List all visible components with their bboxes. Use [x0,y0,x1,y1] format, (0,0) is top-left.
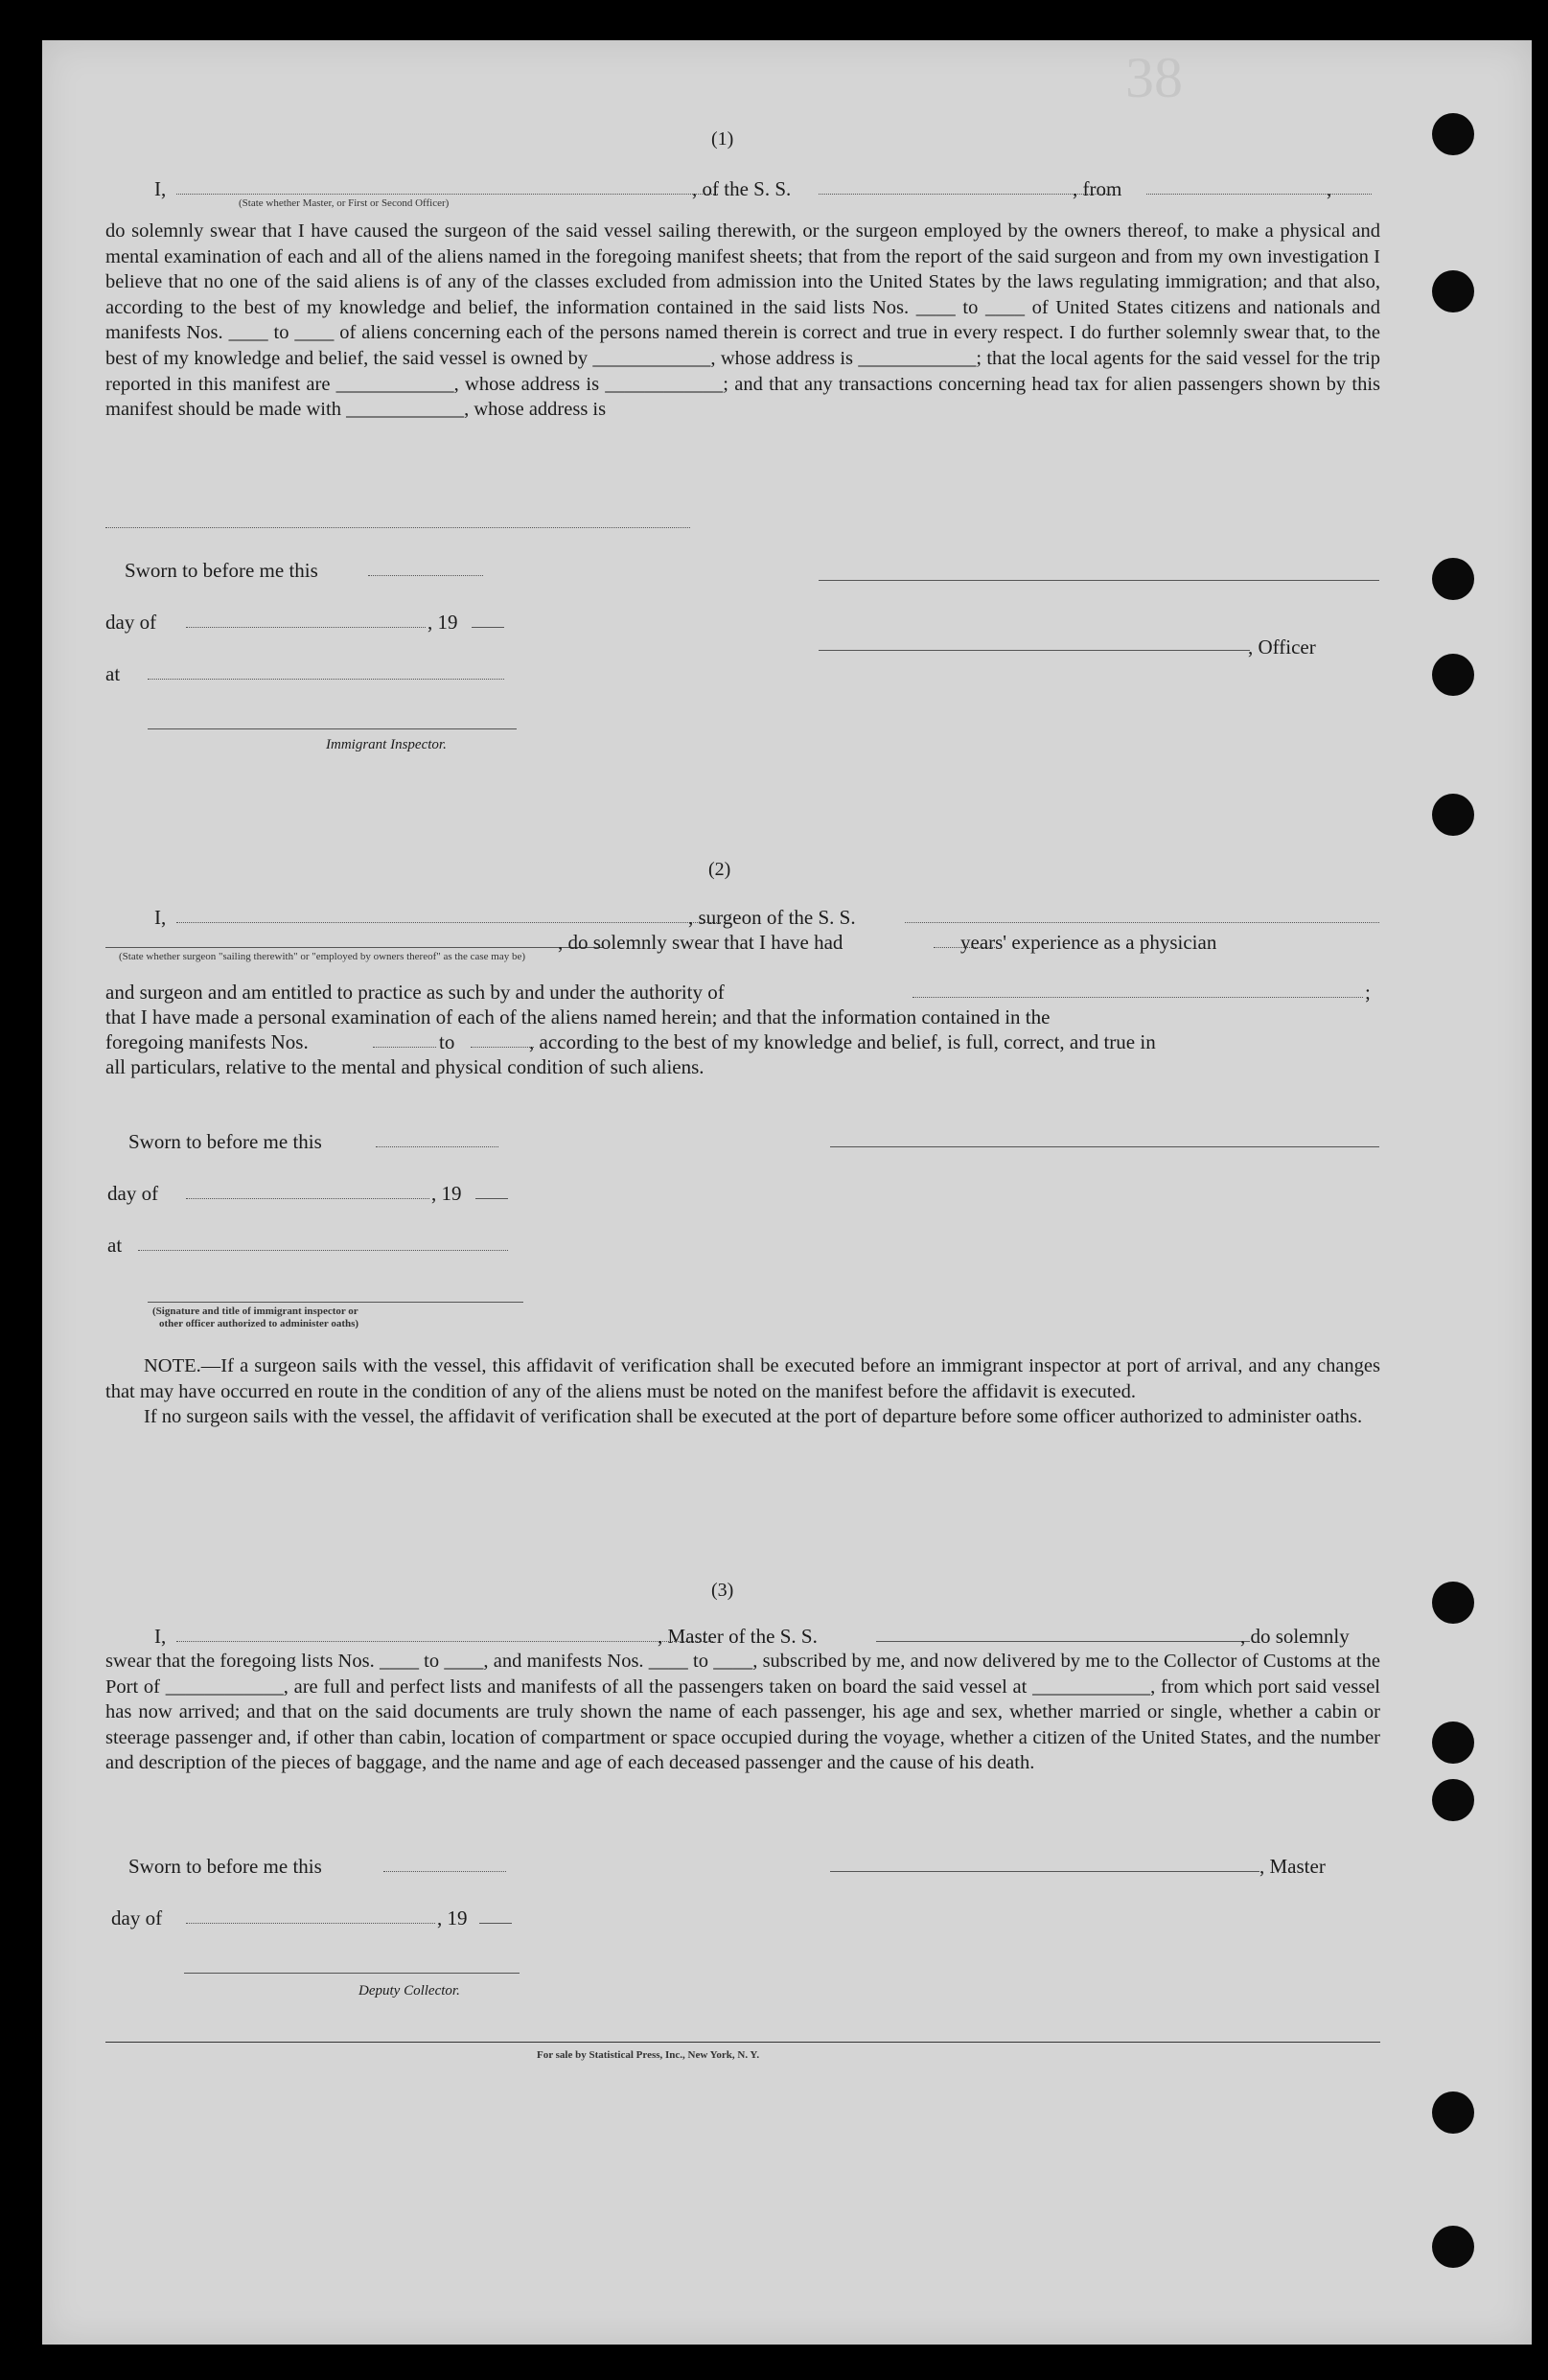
section-3-i: I, [154,1625,167,1648]
section-3-day-of: day of [111,1906,163,1929]
section-1-year-field[interactable] [472,627,504,628]
corner-mark: 38 [1125,46,1183,109]
section-2-line-c2: to [439,1030,455,1053]
surgeon-type-note: (State whether surgeon "sailing therewith" or "employed by owners thereof" as the case may be) [119,951,526,962]
immigrant-inspector-label: Immigrant Inspector. [326,737,447,752]
section-3-text: swear that the foregoing lists Nos. ____ to ____, and manifests Nos. ____ to ____, subscribed by me, and now delivered by me to the Collector of Customs at the Port of ____________, are full and perfect lists and manifests of all the passengers taken on board the said vessel at ____________, from which port said vessel has now arrived; and that on the said documents are truly shown the name of each passenger, his age and sex, whether married or single, whether a cabin or steerage passenger and, if other than cabin, location of compartment or space occupied during the voyage, whether a citizen of the United States, and the number and description of the pieces of baggage, and the name and age of each deceased passenger and the cause of his death. [105,1651,1380,1774]
section-2-swear: , do solemnly swear that I have had [558,931,843,954]
section-1-at-field[interactable] [148,679,504,680]
section-2-line-a: and surgeon and am entitled to practice as such by and under the authority of [105,981,725,1004]
section-3-day-field[interactable] [186,1923,435,1924]
section-1-day-field[interactable] [186,627,426,628]
section-2-semicolon: ; [1365,981,1371,1004]
section-2-experience: years' experience as a physician [960,931,1217,954]
section-2-line-b: that I have made a personal examination of each of the aliens named herein; and that the information contained in the [105,1005,1051,1028]
from-port-field[interactable] [1146,194,1372,195]
vessel-name-field[interactable] [819,194,1111,195]
manifest-from-field[interactable] [373,1047,436,1048]
section-1-officer-label: , Officer [1248,635,1316,659]
binder-hole [1432,1582,1474,1624]
section-2-year: , 19 [431,1182,462,1205]
section-1-text: do solemnly swear that I have caused the surgeon of the said vessel sailing therewith, or the surgeon employed by the owners thereof, to make a physical and mental examination of each and all of the aliens named in the foregoing manifest sheets; that from the report of the said surgeon and from my own investigation I believe that no one of the said aliens is of any of the classes excluded from admission into the United States by the laws regulating immigration; and that also, according to the best of my knowledge and belief, the information contained in the said lists Nos. ____ to ____ of United States citizens and nationals and manifests Nos. ____ to ____ of aliens concerning each of the persons named therein is correct and true in every respect. I do further solemnly swear that, to the best of my knowledge and belief, the said vessel is owned by ____________, whose address is ____________; that the local agents for the said vessel for the trip reported in this manifest are ____________, whose address is ____________; and that any transactions concerning head tax for alien passengers shown by this manifest should be made with ____________, whose address is [105,220,1380,421]
section-1-year: , 19 [427,611,458,634]
binder-hole [1432,113,1474,155]
section-2-vessel-field[interactable] [905,922,1379,923]
section-3-vessel-field[interactable] [876,1641,1250,1642]
section-2-day-of: day of [107,1182,159,1205]
section-1-i: I, [154,177,167,200]
master-name-field[interactable] [176,1641,713,1642]
section-2-line-d: all particulars, relative to the mental and physical condition of such aliens. [105,1055,705,1078]
section-2-number: (2) [708,859,731,880]
section-3-master-of: , Master of the S. S. [658,1625,818,1648]
officer-name-field[interactable] [176,194,718,195]
binder-hole [1432,270,1474,312]
officer-type-note: (State whether Master, or First or Second Officer) [239,197,450,209]
section-2-sworn: Sworn to before me this [128,1130,322,1153]
section-1-at: at [105,662,121,685]
section-1-number: (1) [711,128,734,150]
footer-text: For sale by Statistical Press, Inc., New York, N. Y. [537,2049,760,2061]
binder-hole [1432,1779,1474,1821]
binder-hole [1432,2226,1474,2268]
section-3-year: , 19 [437,1906,468,1929]
binder-hole [1432,1721,1474,1764]
binder-hole [1432,558,1474,600]
section-2-surgeon-of: , surgeon of the S. S. [688,906,856,929]
section-1-officer-line[interactable] [819,650,1250,651]
section-2-at: at [107,1234,123,1257]
section-3-number: (3) [711,1580,734,1601]
section-2-at-field[interactable] [138,1250,508,1251]
section-3-signature-line[interactable] [830,1871,1259,1872]
manifest-to-field[interactable] [471,1047,534,1048]
section-2-day-field[interactable] [186,1198,429,1199]
binder-hole [1432,2091,1474,2134]
section-3-sworn: Sworn to before me this [128,1855,322,1878]
signature-note-2: other officer authorized to administer oaths) [159,1318,359,1329]
surgeon-type-field[interactable] [105,947,604,948]
signature-note-1: (Signature and title of immigrant inspector or [152,1306,358,1317]
section-3-master-label: , Master [1259,1855,1326,1878]
section-1-sworn-date-field[interactable] [368,575,483,576]
section-3-solemnly: , do solemnly [1240,1625,1350,1648]
surgeon-name-field[interactable] [176,922,721,923]
section-2-signature-line[interactable] [830,1146,1379,1147]
section-2-line-c1: foregoing manifests Nos. [105,1030,309,1053]
binder-hole [1432,654,1474,696]
binder-hole [1432,794,1474,836]
deputy-collector-label: Deputy Collector. [358,1983,460,1999]
section-1-comma: , [1327,177,1332,200]
address-continuation-field[interactable] [105,527,690,528]
section-2-year-field[interactable] [475,1198,508,1199]
section-3-year-field[interactable] [479,1923,512,1924]
section-2-i: I, [154,906,167,929]
section-1-from: , from [1073,177,1122,200]
section-2-inspector-line[interactable] [148,1302,523,1303]
authority-field[interactable] [913,997,1363,998]
section-1-day-of: day of [105,611,157,634]
footer-rule [105,2042,1380,2043]
section-1-paragraph [105,219,1380,423]
note-text-1: NOTE.—If a surgeon sails with the vessel, this affidavit of verification shall be executed before an immigrant inspector at port of arrival, and any changes that may have occurred en route in the condition of any of the aliens must be noted on the manifest before the affidavit is executed. [105,1355,1380,1402]
note-text-2: If no surgeon sails with the vessel, the affidavit of verification shall be executed at the port of departure before some officer authorized to administer oaths. [144,1406,1363,1428]
section-2-sworn-date-field[interactable] [376,1146,498,1147]
section-1-of-ss: , of the S. S. [692,177,792,200]
inspector-signature-line[interactable] [148,728,517,729]
collector-signature-line[interactable] [184,1973,520,1974]
section-3-paragraph [105,1649,1380,1776]
manifest-page [42,40,1532,2345]
section-1-sworn: Sworn to before me this [125,559,318,582]
section-3-sworn-date-field[interactable] [383,1871,506,1872]
section-1-signature-line[interactable] [819,580,1379,581]
note-paragraph [105,1353,1380,1430]
section-2-line-c3: , according to the best of my knowledge and belief, is full, correct, and true in [529,1030,1156,1053]
